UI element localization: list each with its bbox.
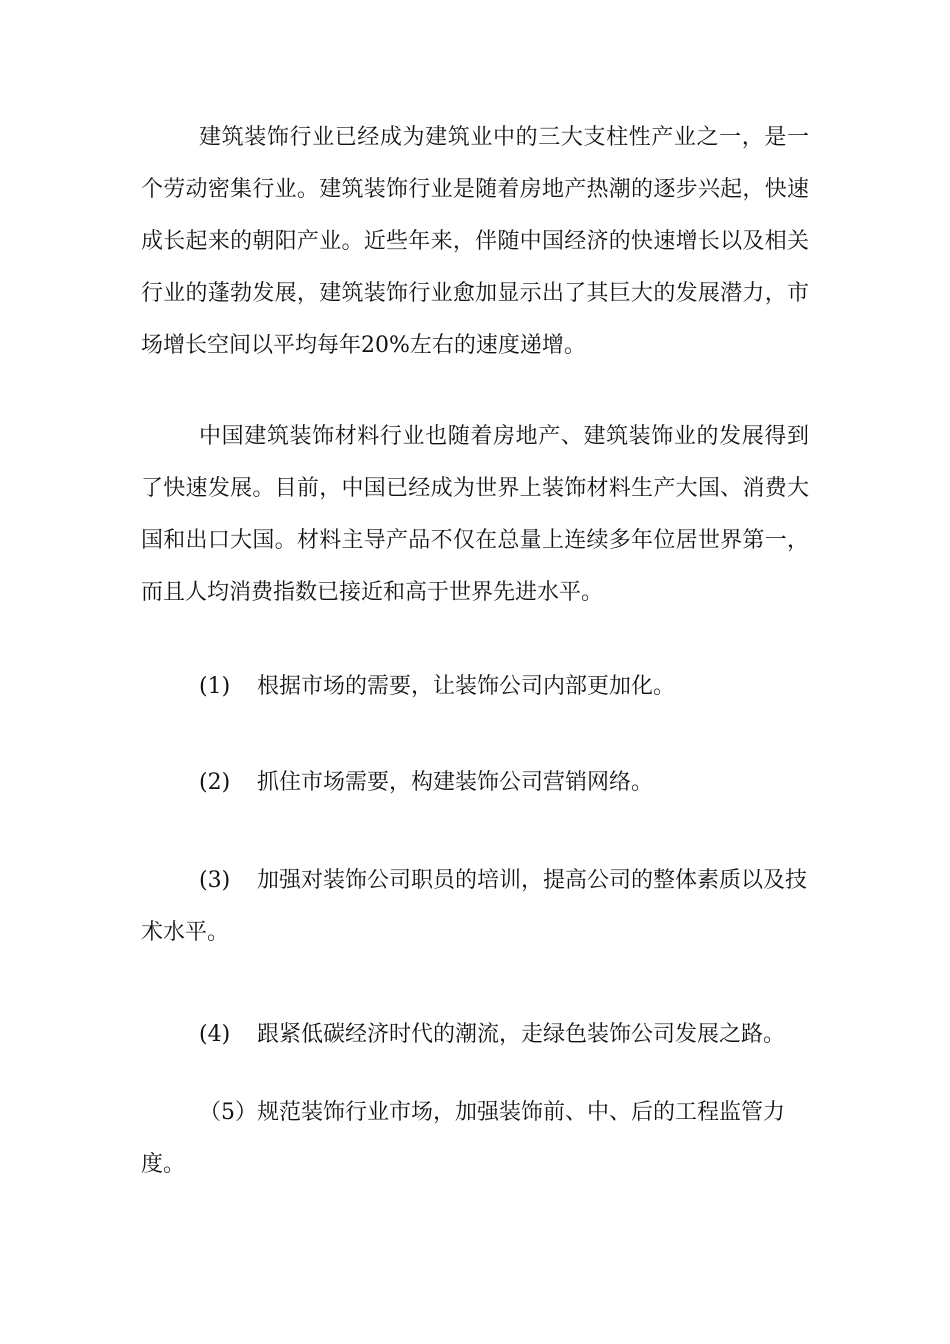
list-item-text: 抓住市场需要，构建装饰公司营销网络。 [257,770,654,795]
list-item [141,855,809,959]
list-item [141,661,809,713]
list-item-number: (3) [199,868,231,893]
list-item-number: (4) [199,1022,231,1047]
list-item-number: （5） [199,1100,257,1125]
paragraph-industry-overview: 建筑装饰行业已经成为建筑业中的三大支柱性产业之一，是一个劳动密集行业。建筑装饰行业是随着房地产热潮的逐步兴起，快速成长起来的朝阳产业。近些年来，伴随中国经济的快速增长以及相关行业的蓬勃发展，建筑装饰行业愈加显示出了其巨大的发展潜力，市场增长空间以平均每年20%左右的速度递增。 [141,125,809,358]
list-item-number: (2) [199,770,231,795]
list-item-text: 加强对装饰公司职员的培训，提高公司的整体素质以及技术水平。 [141,868,808,945]
list-item-text: 跟紧低碳经济时代的潮流，走绿色装饰公司发展之路。 [257,1022,786,1047]
list-item [141,1087,809,1191]
list-item [141,757,809,809]
list-item-number: (1) [199,674,231,699]
list-item-text: 根据市场的需要，让装饰公司内部更加化。 [257,674,676,699]
paragraph-materials-industry: 中国建筑装饰材料行业也随着房地产、建筑装饰业的发展得到了快速发展。目前，中国已经成为世界上装饰材料生产大国、消费大国和出口大国。材料主导产品不仅在总量上连续多年位居世界第一，而且人均消费指数已接近和高于世界先进水平。 [141,424,809,605]
list-item-text: 规范装饰行业市场，加强装饰前、中、后的工程监管力度。 [141,1100,786,1177]
list-item [141,1009,809,1061]
